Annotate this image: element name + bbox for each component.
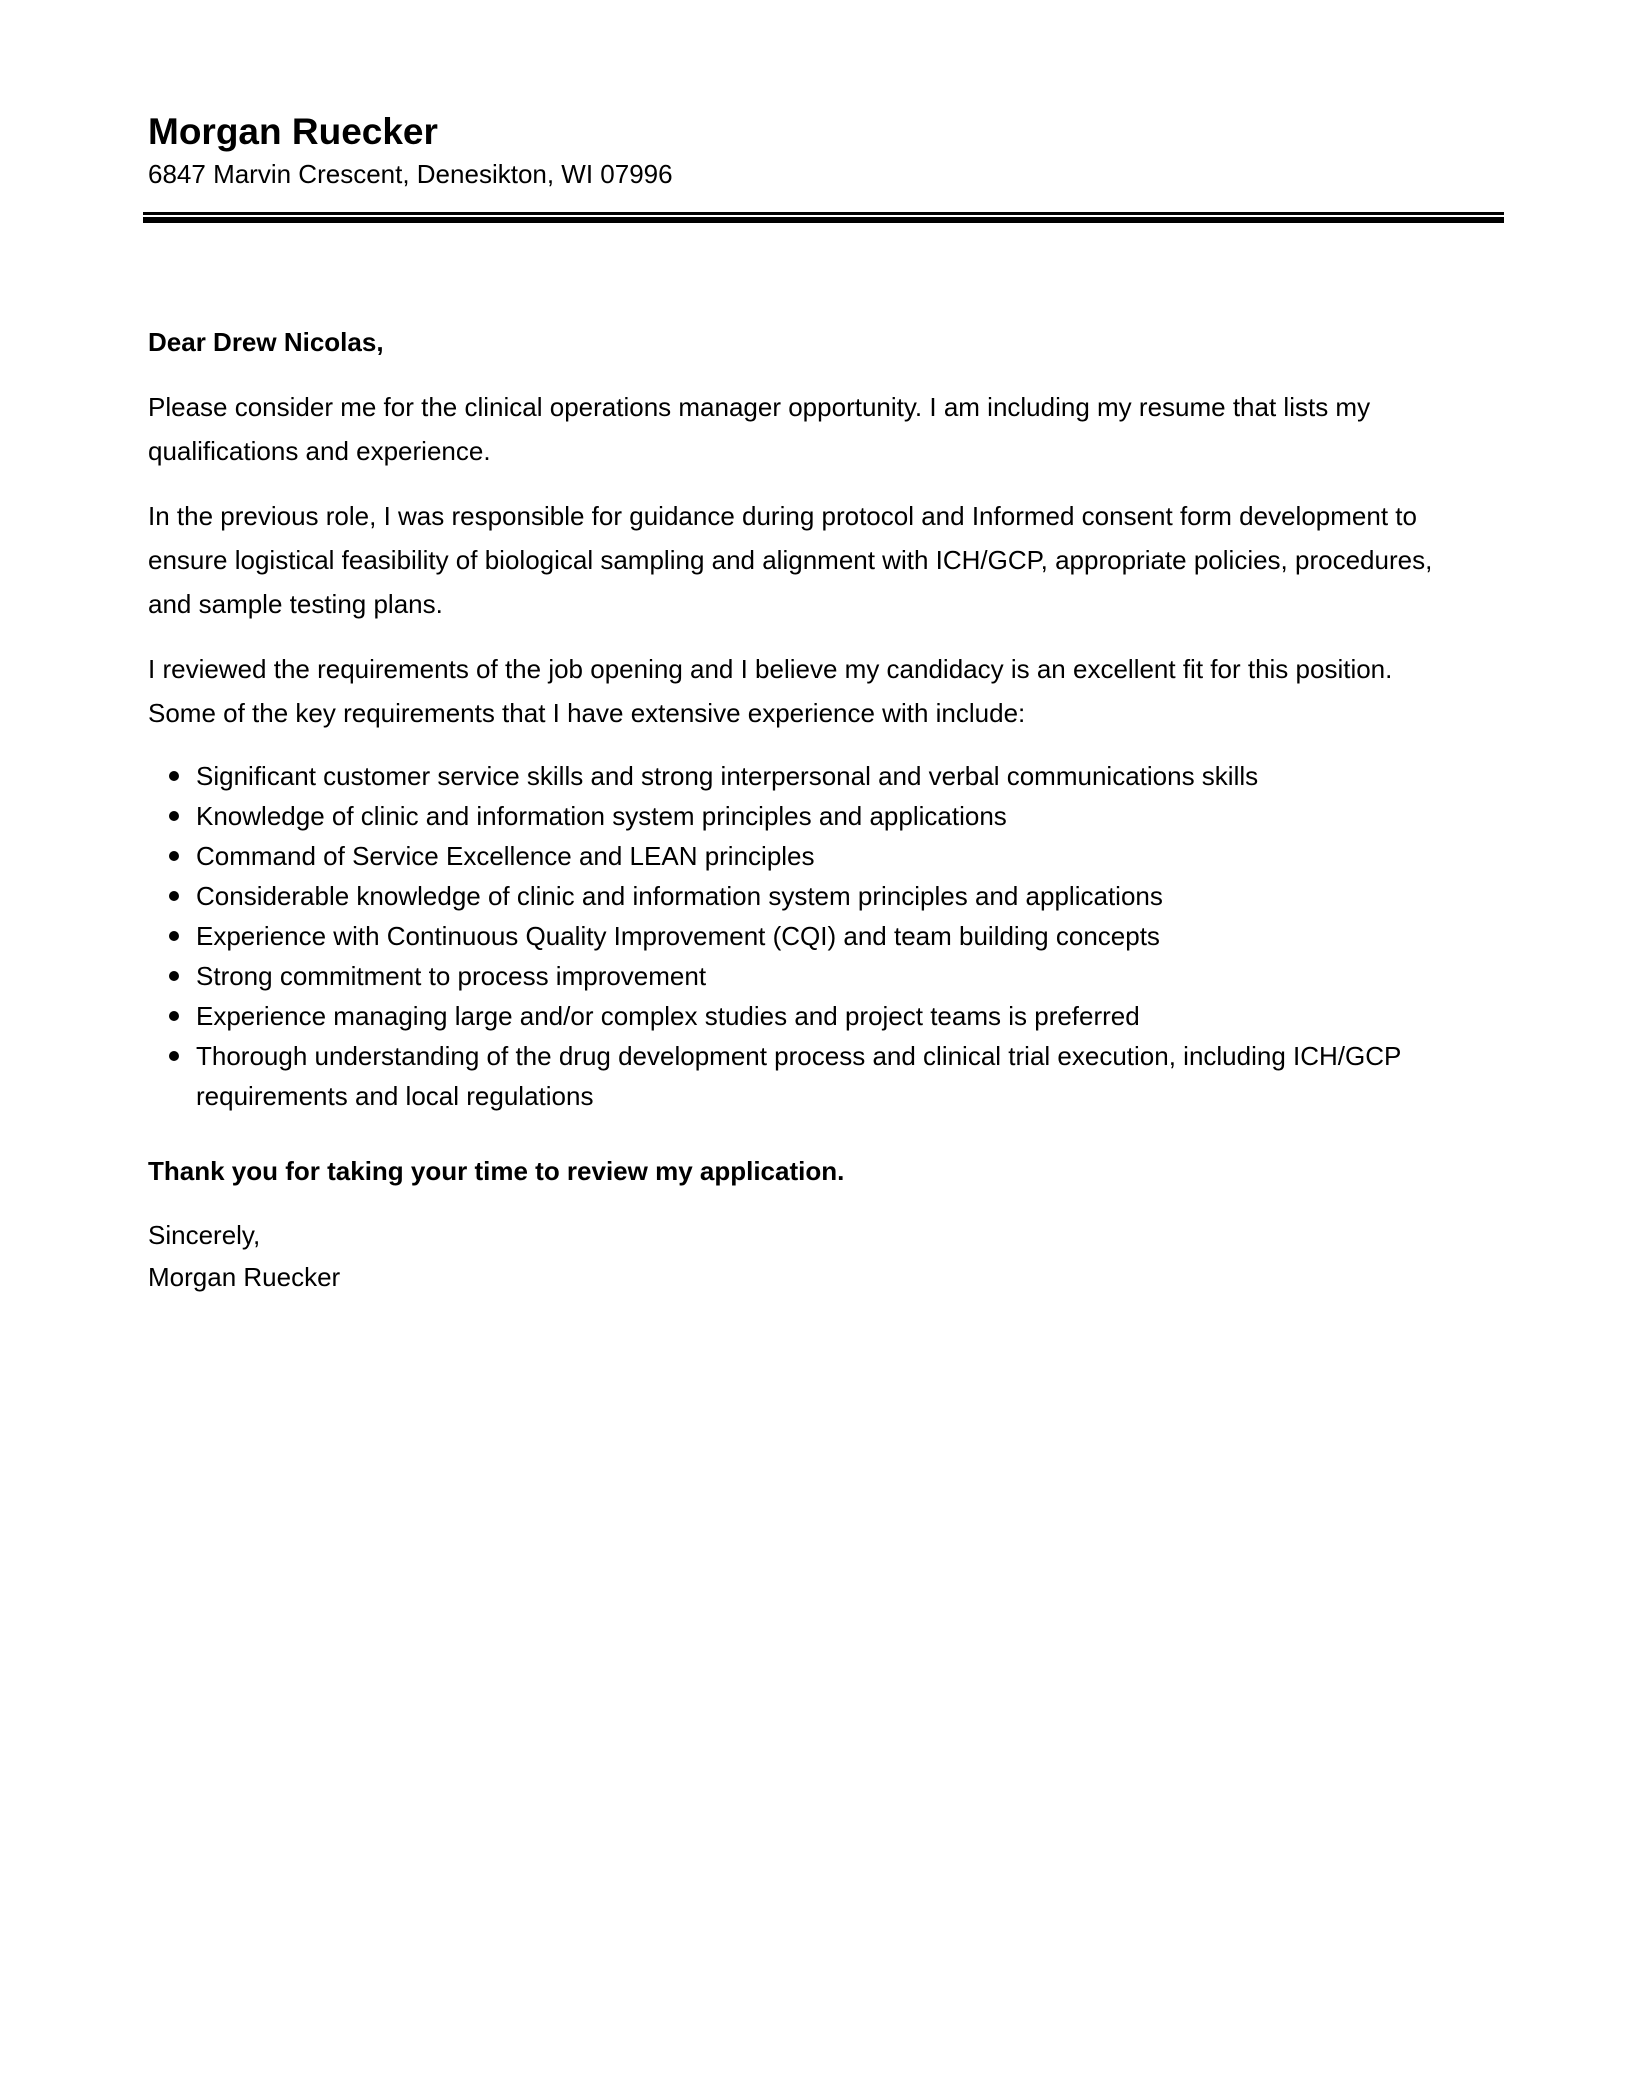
bullet-icon — [169, 811, 179, 821]
list-item — [196, 756, 1458, 796]
bullet-icon — [169, 931, 179, 941]
requirements-list — [148, 756, 1458, 1116]
signoff: Sincerely, — [148, 1220, 261, 1250]
list-item-text: Considerable knowledge of clinic and information system principles and applications — [196, 881, 1163, 911]
list-item — [196, 956, 1458, 996]
list-item-text: Knowledge of clinic and information system principles and applications — [196, 801, 1007, 831]
header-divider-thick — [143, 217, 1504, 223]
letter-body — [148, 320, 1458, 1298]
list-item-text: Experience with Continuous Quality Improvement (CQI) and team building concepts — [196, 921, 1160, 951]
list-item — [196, 876, 1458, 916]
header-divider-thin — [143, 212, 1504, 215]
list-item-text: Command of Service Excellence and LEAN principles — [196, 841, 815, 871]
bullet-icon — [169, 971, 179, 981]
applicant-name: Morgan Ruecker — [148, 111, 438, 152]
paragraph: Please consider me for the clinical operations manager opportunity. I am including my resume that lists my qualifications and experience. — [148, 392, 1371, 466]
cover-letter — [148, 108, 1484, 1292]
salutation: Dear Drew Nicolas, — [148, 327, 384, 357]
list-item — [196, 796, 1458, 836]
bullet-icon — [169, 891, 179, 901]
closing-line: Thank you for taking your time to review my application. — [148, 1156, 845, 1186]
applicant-address: 6847 Marvin Crescent, Denesikton, WI 07996 — [148, 159, 673, 189]
bullet-icon — [169, 851, 179, 861]
list-item-text: Experience managing large and/or complex studies and project teams is preferred — [196, 1001, 1140, 1031]
list-item-text: Significant customer service skills and strong interpersonal and verbal communications skills — [196, 761, 1259, 791]
list-item — [196, 996, 1458, 1036]
paragraph: In the previous role, I was responsible for guidance during protocol and Informed consent form development to ensure logistical feasibility of biological sampling and alignment with ICH/GCP, appropriate policies, procedures, and sample testing plans. — [148, 501, 1433, 619]
bullet-icon — [169, 1051, 179, 1061]
signature: Morgan Ruecker — [148, 1262, 341, 1292]
list-item — [196, 1036, 1458, 1116]
bullet-icon — [169, 771, 179, 781]
list-item-text: Thorough understanding of the drug development process and clinical trial execution, including ICH/GCP requirements and local regulations — [196, 1041, 1401, 1111]
list-item — [196, 836, 1458, 876]
list-item-text: Strong commitment to process improvement — [196, 961, 707, 991]
bullet-icon — [169, 1011, 179, 1021]
list-item — [196, 916, 1458, 956]
paragraph: I reviewed the requirements of the job opening and I believe my candidacy is an excellent fit for this position. Some of the key requirements that I have extensive experience with include: — [148, 654, 1393, 728]
